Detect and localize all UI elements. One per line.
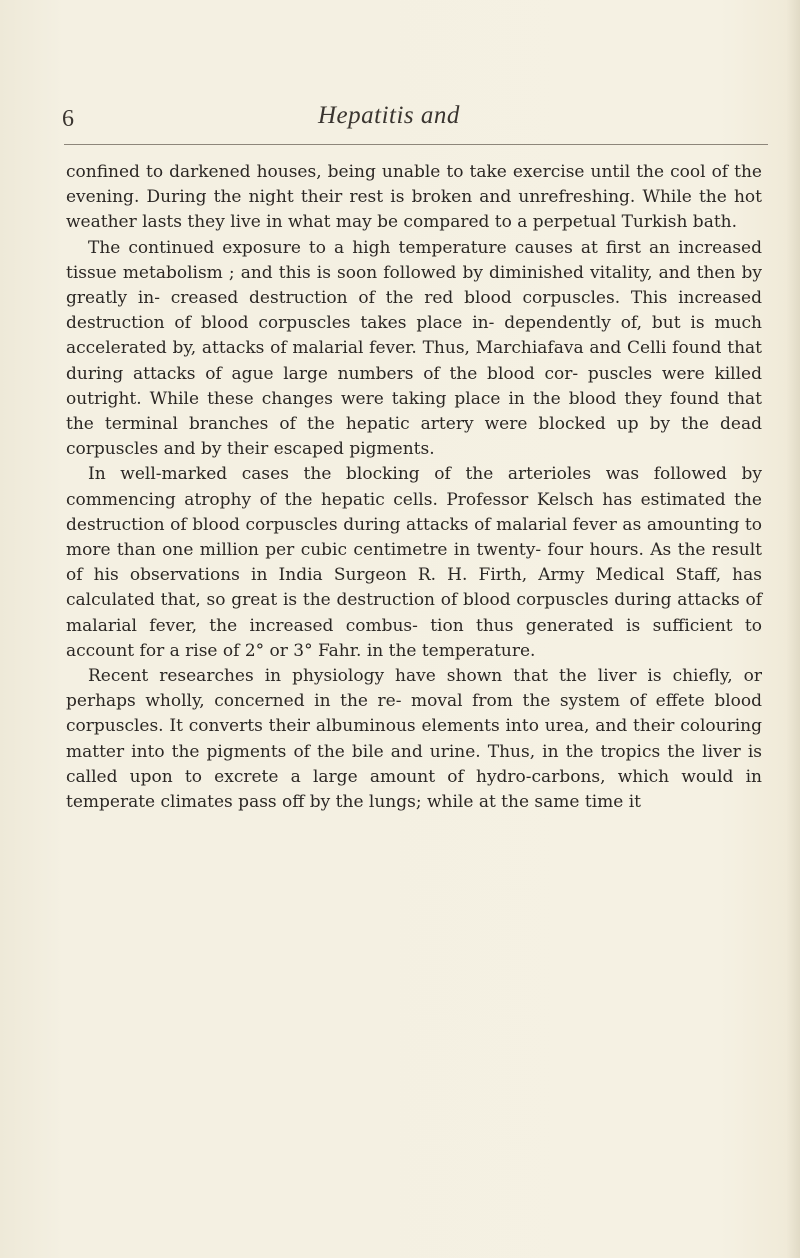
paragraph-continued: confined to darkened houses, being unable to take exercise until the cool of the evening. During the night their rest is broken and unrefreshing. While the hot weather lasts they live in what may be compared to a perpetual Turkish bath. xyxy=(66,162,762,233)
paragraph: The continued exposure to a high temperature causes at first an increased tissue metabolism ; and this is soon followed by diminished vitality, and then by greatly in- creased destruction of the red blood corpuscles. This increased destruction of blood corpuscles takes place in- dependently of, but is much accelerated by, attacks of malarial fever. Thus, Marchiafava and Celli found that during attacks of ague large numbers of the blood cor- puscles were killed outright. While these changes were taking place in the blood they found that the terminal branches of the hepatic artery were blocked up by the dead corpuscles and by their escaped pigments. xyxy=(66,237,762,460)
body-text xyxy=(66,160,762,815)
page-edge-shadow xyxy=(786,0,800,1258)
paragraph: In well-marked cases the blocking of the arterioles was followed by commencing atrophy of the hepatic cells. Professor Kelsch has estimated the destruction of blood corpuscles during attacks of malarial fever as amounting to more than one million per cubic centimetre in twenty- four hours. As the result of his observations in India Surgeon R. H. Firth, Army Medical Staff, has calculated that, so great is the destruction of blood corpuscles during attacks of malarial fever, the increased combus- tion thus generated is sufficient to account for a rise of 2° or 3° Fahr. in the temperature. xyxy=(66,464,762,661)
page-number: 6 xyxy=(62,106,74,132)
page-header xyxy=(42,96,762,146)
paragraph: Recent researches in physiology have shown that the liver is chiefly, or perhaps wholly, concerned in the re- moval from the system of effete blood corpuscles. It converts their albuminous elements into urea, and their colouring matter into the pigments of the bile and urine. Thus, in the tropics the liver is called upon to excrete a large amount of hydro-carbons, which would in temperate climates pass off by the lungs; while at the same time it xyxy=(66,666,762,813)
running-title: Hepatitis and xyxy=(318,102,460,129)
header-rule xyxy=(64,144,768,145)
